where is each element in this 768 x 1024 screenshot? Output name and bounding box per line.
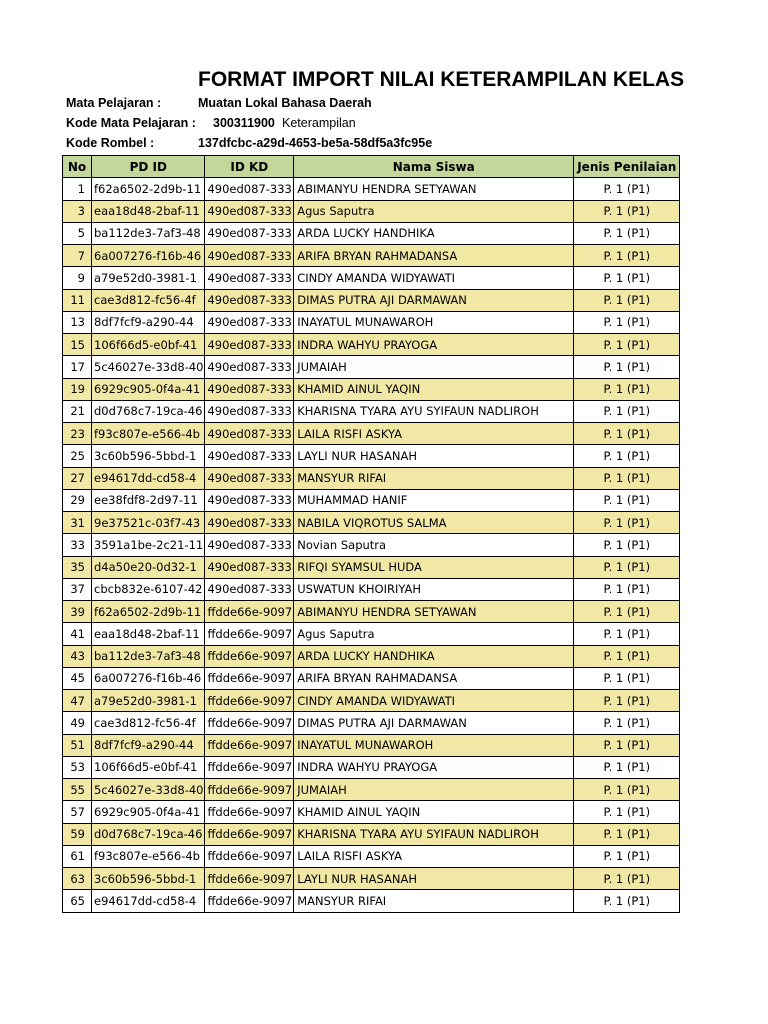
cell-nama-siswa[interactable]: LAYLI NUR HASANAH: [294, 868, 574, 890]
cell-no[interactable]: 1: [63, 178, 92, 200]
cell-pd-id[interactable]: 5c46027e-33d8-40: [92, 356, 205, 378]
cell-id-kd[interactable]: 490ed087-333: [205, 489, 294, 511]
cell-nama-siswa[interactable]: CINDY AMANDA WIDYAWATI: [294, 690, 574, 712]
cell-jenis-penilaian[interactable]: P. 1 (P1): [574, 690, 680, 712]
rombel-value: 137dfcbc-a29d-4653-be5a-58df5a3fc95e: [198, 136, 433, 150]
cell-pd-id[interactable]: 8df7fcf9-a290-44: [92, 311, 205, 333]
cell-nama-siswa[interactable]: INDRA WAHYU PRAYOGA: [294, 334, 574, 356]
cell-no[interactable]: 23: [63, 423, 92, 445]
cell-no[interactable]: 47: [63, 690, 92, 712]
cell-pd-id[interactable]: f93c807e-e566-4b: [92, 845, 205, 867]
cell-nama-siswa[interactable]: ABIMANYU HENDRA SETYAWAN: [294, 601, 574, 623]
cell-pd-id[interactable]: f93c807e-e566-4b: [92, 423, 205, 445]
cell-id-kd[interactable]: ffdde66e-9097: [205, 845, 294, 867]
cell-jenis-penilaian[interactable]: P. 1 (P1): [574, 400, 680, 422]
cell-jenis-penilaian[interactable]: P. 1 (P1): [574, 578, 680, 600]
cell-pd-id[interactable]: cae3d812-fc56-4f: [92, 712, 205, 734]
cell-pd-id[interactable]: a79e52d0-3981-1: [92, 690, 205, 712]
cell-id-kd[interactable]: 490ed087-333: [205, 400, 294, 422]
cell-pd-id[interactable]: 3c60b596-5bbd-1: [92, 445, 205, 467]
cell-nama-siswa[interactable]: LAYLI NUR HASANAH: [294, 445, 574, 467]
cell-id-kd[interactable]: 490ed087-333: [205, 334, 294, 356]
cell-no[interactable]: 17: [63, 356, 92, 378]
cell-id-kd[interactable]: ffdde66e-9097: [205, 712, 294, 734]
cell-id-kd[interactable]: 490ed087-333: [205, 378, 294, 400]
cell-id-kd[interactable]: 490ed087-333: [205, 356, 294, 378]
cell-no[interactable]: 29: [63, 489, 92, 511]
cell-no[interactable]: 49: [63, 712, 92, 734]
cell-pd-id[interactable]: ba112de3-7af3-48: [92, 645, 205, 667]
cell-nama-siswa[interactable]: ARIFA BRYAN RAHMADANSA: [294, 667, 574, 689]
cell-jenis-penilaian[interactable]: P. 1 (P1): [574, 489, 680, 511]
table-header-row: [63, 156, 680, 178]
cell-jenis-penilaian[interactable]: P. 1 (P1): [574, 556, 680, 578]
cell-no[interactable]: 27: [63, 467, 92, 489]
page-title: FORMAT IMPORT NILAI KETERAMPILAN KELAS: [198, 68, 685, 91]
cell-pd-id[interactable]: d0d768c7-19ca-46: [92, 400, 205, 422]
cell-nama-siswa[interactable]: ABIMANYU HENDRA SETYAWAN: [294, 178, 574, 200]
cell-pd-id[interactable]: d4a50e20-0d32-1: [92, 556, 205, 578]
cell-no[interactable]: 9: [63, 267, 92, 289]
kode-mapel-type: Keterampilan: [282, 116, 356, 130]
cell-nama-siswa[interactable]: LAILA RISFI ASKYA: [294, 845, 574, 867]
table-row[interactable]: [63, 423, 680, 445]
cell-jenis-penilaian[interactable]: P. 1 (P1): [574, 334, 680, 356]
cell-jenis-penilaian[interactable]: P. 1 (P1): [574, 756, 680, 778]
cell-nama-siswa[interactable]: CINDY AMANDA WIDYAWATI: [294, 267, 574, 289]
cell-jenis-penilaian[interactable]: P. 1 (P1): [574, 645, 680, 667]
cell-no[interactable]: 57: [63, 801, 92, 823]
cell-jenis-penilaian[interactable]: P. 1 (P1): [574, 667, 680, 689]
table-row[interactable]: [63, 334, 680, 356]
cell-id-kd[interactable]: ffdde66e-9097: [205, 779, 294, 801]
cell-no[interactable]: 15: [63, 334, 92, 356]
cell-no[interactable]: 11: [63, 289, 92, 311]
table-row[interactable]: [63, 578, 680, 600]
table-row[interactable]: [63, 890, 680, 912]
cell-pd-id[interactable]: 6a007276-f16b-46: [92, 667, 205, 689]
cell-jenis-penilaian[interactable]: P. 1 (P1): [574, 200, 680, 222]
cell-pd-id[interactable]: 106f66d5-e0bf-41: [92, 756, 205, 778]
kode-mapel-label: Kode Mata Pelajaran :: [66, 116, 196, 130]
table-row[interactable]: [63, 823, 680, 845]
cell-pd-id[interactable]: 5c46027e-33d8-40: [92, 779, 205, 801]
table-row[interactable]: [63, 556, 680, 578]
cell-no[interactable]: 13: [63, 311, 92, 333]
cell-jenis-penilaian[interactable]: P. 1 (P1): [574, 734, 680, 756]
table-row[interactable]: [63, 267, 680, 289]
cell-pd-id[interactable]: e94617dd-cd58-4: [92, 890, 205, 912]
cell-id-kd[interactable]: 490ed087-333: [205, 445, 294, 467]
table-row[interactable]: [63, 845, 680, 867]
cell-no[interactable]: 61: [63, 845, 92, 867]
cell-nama-siswa[interactable]: Agus Saputra: [294, 623, 574, 645]
table-row[interactable]: [63, 245, 680, 267]
cell-pd-id[interactable]: ee38fdf8-2d97-11: [92, 489, 205, 511]
cell-jenis-penilaian[interactable]: P. 1 (P1): [574, 311, 680, 333]
cell-nama-siswa[interactable]: ARIFA BRYAN RAHMADANSA: [294, 245, 574, 267]
table-row[interactable]: [63, 378, 680, 400]
table-row[interactable]: [63, 200, 680, 222]
cell-nama-siswa[interactable]: DIMAS PUTRA AJI DARMAWAN: [294, 712, 574, 734]
cell-nama-siswa[interactable]: Agus Saputra: [294, 200, 574, 222]
cell-pd-id[interactable]: a79e52d0-3981-1: [92, 267, 205, 289]
table-row[interactable]: [63, 445, 680, 467]
cell-id-kd[interactable]: ffdde66e-9097: [205, 734, 294, 756]
cell-pd-id[interactable]: 9e37521c-03f7-43: [92, 512, 205, 534]
table-row[interactable]: [63, 667, 680, 689]
header-nama-siswa: Nama Siswa: [294, 156, 574, 178]
cell-jenis-penilaian[interactable]: P. 1 (P1): [574, 623, 680, 645]
cell-id-kd[interactable]: 490ed087-333: [205, 178, 294, 200]
table-row[interactable]: [63, 512, 680, 534]
cell-nama-siswa[interactable]: ARDA LUCKY HANDHIKA: [294, 222, 574, 244]
cell-id-kd[interactable]: 490ed087-333: [205, 512, 294, 534]
cell-nama-siswa[interactable]: LAILA RISFI ASKYA: [294, 423, 574, 445]
cell-id-kd[interactable]: 490ed087-333: [205, 200, 294, 222]
cell-pd-id[interactable]: 3591a1be-2c21-11: [92, 534, 205, 556]
mapel-label: Mata Pelajaran :: [66, 96, 162, 110]
cell-id-kd[interactable]: ffdde66e-9097: [205, 801, 294, 823]
cell-no[interactable]: 43: [63, 645, 92, 667]
cell-nama-siswa[interactable]: Novian Saputra: [294, 534, 574, 556]
cell-pd-id[interactable]: 6929c905-0f4a-41: [92, 801, 205, 823]
cell-no[interactable]: 65: [63, 890, 92, 912]
cell-jenis-penilaian[interactable]: P. 1 (P1): [574, 289, 680, 311]
table-row[interactable]: [63, 534, 680, 556]
cell-jenis-penilaian[interactable]: P. 1 (P1): [574, 712, 680, 734]
cell-pd-id[interactable]: cbcb832e-6107-42: [92, 578, 205, 600]
table-body: [63, 178, 680, 912]
cell-nama-siswa[interactable]: USWATUN KHOIRIYAH: [294, 578, 574, 600]
cell-no[interactable]: 45: [63, 667, 92, 689]
cell-id-kd[interactable]: 490ed087-333: [205, 556, 294, 578]
cell-nama-siswa[interactable]: KHAMID AINUL YAQIN: [294, 801, 574, 823]
cell-pd-id[interactable]: f62a6502-2d9b-11: [92, 178, 205, 200]
cell-pd-id[interactable]: e94617dd-cd58-4: [92, 467, 205, 489]
table-row[interactable]: [63, 734, 680, 756]
cell-nama-siswa[interactable]: DIMAS PUTRA AJI DARMAWAN: [294, 289, 574, 311]
cell-nama-siswa[interactable]: INDRA WAHYU PRAYOGA: [294, 756, 574, 778]
cell-jenis-penilaian[interactable]: P. 1 (P1): [574, 423, 680, 445]
table-row[interactable]: [63, 311, 680, 333]
cell-id-kd[interactable]: 490ed087-333: [205, 311, 294, 333]
cell-no[interactable]: 51: [63, 734, 92, 756]
cell-no[interactable]: 59: [63, 823, 92, 845]
cell-id-kd[interactable]: 490ed087-333: [205, 267, 294, 289]
cell-jenis-penilaian[interactable]: P. 1 (P1): [574, 222, 680, 244]
cell-no[interactable]: 39: [63, 601, 92, 623]
cell-no[interactable]: 33: [63, 534, 92, 556]
table-row[interactable]: [63, 756, 680, 778]
cell-no[interactable]: 35: [63, 556, 92, 578]
table-row[interactable]: [63, 356, 680, 378]
cell-nama-siswa[interactable]: MANSYUR RIFAI: [294, 467, 574, 489]
cell-no[interactable]: 21: [63, 400, 92, 422]
cell-pd-id[interactable]: f62a6502-2d9b-11: [92, 601, 205, 623]
cell-pd-id[interactable]: 3c60b596-5bbd-1: [92, 868, 205, 890]
cell-no[interactable]: 53: [63, 756, 92, 778]
cell-nama-siswa[interactable]: MUHAMMAD HANIF: [294, 489, 574, 511]
cell-nama-siswa[interactable]: MANSYUR RIFAI: [294, 890, 574, 912]
cell-no[interactable]: 37: [63, 578, 92, 600]
table-row[interactable]: [63, 601, 680, 623]
table-row[interactable]: [63, 400, 680, 422]
cell-jenis-penilaian[interactable]: P. 1 (P1): [574, 601, 680, 623]
cell-nama-siswa[interactable]: JUMAIAH: [294, 356, 574, 378]
cell-id-kd[interactable]: ffdde66e-9097: [205, 690, 294, 712]
table-row[interactable]: [63, 623, 680, 645]
cell-id-kd[interactable]: 490ed087-333: [205, 222, 294, 244]
cell-jenis-penilaian[interactable]: P. 1 (P1): [574, 801, 680, 823]
cell-no[interactable]: 25: [63, 445, 92, 467]
header-no: No: [63, 156, 92, 178]
cell-nama-siswa[interactable]: NABILA VIQROTUS SALMA: [294, 512, 574, 534]
nilai-table: [62, 155, 680, 913]
cell-no[interactable]: 63: [63, 868, 92, 890]
mapel-value: Muatan Lokal Bahasa Daerah: [198, 96, 372, 110]
cell-nama-siswa[interactable]: KHARISNA TYARA AYU SYIFAUN NADLIROH: [294, 400, 574, 422]
cell-pd-id[interactable]: d0d768c7-19ca-46: [92, 823, 205, 845]
cell-jenis-penilaian[interactable]: P. 1 (P1): [574, 378, 680, 400]
header-id-kd: ID KD: [205, 156, 294, 178]
cell-nama-siswa[interactable]: RIFQI SYAMSUL HUDA: [294, 556, 574, 578]
table-row[interactable]: [63, 712, 680, 734]
cell-jenis-penilaian[interactable]: P. 1 (P1): [574, 890, 680, 912]
cell-id-kd[interactable]: ffdde66e-9097: [205, 645, 294, 667]
table-row[interactable]: [63, 779, 680, 801]
cell-nama-siswa[interactable]: INAYATUL MUNAWAROH: [294, 734, 574, 756]
cell-id-kd[interactable]: 490ed087-333: [205, 467, 294, 489]
table-row[interactable]: [63, 690, 680, 712]
table-row[interactable]: [63, 801, 680, 823]
cell-no[interactable]: 55: [63, 779, 92, 801]
cell-id-kd[interactable]: ffdde66e-9097: [205, 601, 294, 623]
cell-nama-siswa[interactable]: JUMAIAH: [294, 779, 574, 801]
cell-jenis-penilaian[interactable]: P. 1 (P1): [574, 779, 680, 801]
cell-nama-siswa[interactable]: ARDA LUCKY HANDHIKA: [294, 645, 574, 667]
cell-jenis-penilaian[interactable]: P. 1 (P1): [574, 267, 680, 289]
cell-pd-id[interactable]: cae3d812-fc56-4f: [92, 289, 205, 311]
cell-no[interactable]: 41: [63, 623, 92, 645]
cell-nama-siswa[interactable]: INAYATUL MUNAWAROH: [294, 311, 574, 333]
rombel-label: Kode Rombel :: [66, 136, 155, 150]
cell-no[interactable]: 3: [63, 200, 92, 222]
cell-jenis-penilaian[interactable]: P. 1 (P1): [574, 868, 680, 890]
kode-mapel-value: 300311900: [213, 116, 275, 130]
cell-id-kd[interactable]: ffdde66e-9097: [205, 623, 294, 645]
cell-id-kd[interactable]: ffdde66e-9097: [205, 667, 294, 689]
cell-jenis-penilaian[interactable]: P. 1 (P1): [574, 445, 680, 467]
cell-jenis-penilaian[interactable]: P. 1 (P1): [574, 512, 680, 534]
cell-pd-id[interactable]: eaa18d48-2baf-11: [92, 623, 205, 645]
header-jenis-penilaian: Jenis Penilaian: [574, 156, 680, 178]
cell-id-kd[interactable]: 490ed087-333: [205, 289, 294, 311]
table-row[interactable]: [63, 178, 680, 200]
cell-pd-id[interactable]: 6a007276-f16b-46: [92, 245, 205, 267]
cell-id-kd[interactable]: ffdde66e-9097: [205, 823, 294, 845]
cell-jenis-penilaian[interactable]: P. 1 (P1): [574, 845, 680, 867]
cell-no[interactable]: 5: [63, 222, 92, 244]
table-row[interactable]: [63, 222, 680, 244]
cell-pd-id[interactable]: 8df7fcf9-a290-44: [92, 734, 205, 756]
cell-id-kd[interactable]: 490ed087-333: [205, 578, 294, 600]
cell-jenis-penilaian[interactable]: P. 1 (P1): [574, 245, 680, 267]
cell-pd-id[interactable]: eaa18d48-2baf-11: [92, 200, 205, 222]
cell-jenis-penilaian[interactable]: P. 1 (P1): [574, 823, 680, 845]
cell-pd-id[interactable]: ba112de3-7af3-48: [92, 222, 205, 244]
cell-id-kd[interactable]: ffdde66e-9097: [205, 868, 294, 890]
table-row[interactable]: [63, 868, 680, 890]
cell-jenis-penilaian[interactable]: P. 1 (P1): [574, 356, 680, 378]
cell-no[interactable]: 19: [63, 378, 92, 400]
cell-pd-id[interactable]: 106f66d5-e0bf-41: [92, 334, 205, 356]
cell-pd-id[interactable]: 6929c905-0f4a-41: [92, 378, 205, 400]
table-row[interactable]: [63, 467, 680, 489]
header-pd-id: PD ID: [92, 156, 205, 178]
cell-jenis-penilaian[interactable]: P. 1 (P1): [574, 178, 680, 200]
cell-nama-siswa[interactable]: KHAMID AINUL YAQIN: [294, 378, 574, 400]
cell-jenis-penilaian[interactable]: P. 1 (P1): [574, 534, 680, 556]
cell-id-kd[interactable]: 490ed087-333: [205, 534, 294, 556]
table-row[interactable]: [63, 489, 680, 511]
table-row[interactable]: [63, 645, 680, 667]
cell-id-kd[interactable]: 490ed087-333: [205, 245, 294, 267]
cell-nama-siswa[interactable]: KHARISNA TYARA AYU SYIFAUN NADLIROH: [294, 823, 574, 845]
cell-no[interactable]: 31: [63, 512, 92, 534]
cell-jenis-penilaian[interactable]: P. 1 (P1): [574, 467, 680, 489]
table-row[interactable]: [63, 289, 680, 311]
cell-no[interactable]: 7: [63, 245, 92, 267]
cell-id-kd[interactable]: ffdde66e-9097: [205, 890, 294, 912]
cell-id-kd[interactable]: 490ed087-333: [205, 423, 294, 445]
cell-id-kd[interactable]: ffdde66e-9097: [205, 756, 294, 778]
